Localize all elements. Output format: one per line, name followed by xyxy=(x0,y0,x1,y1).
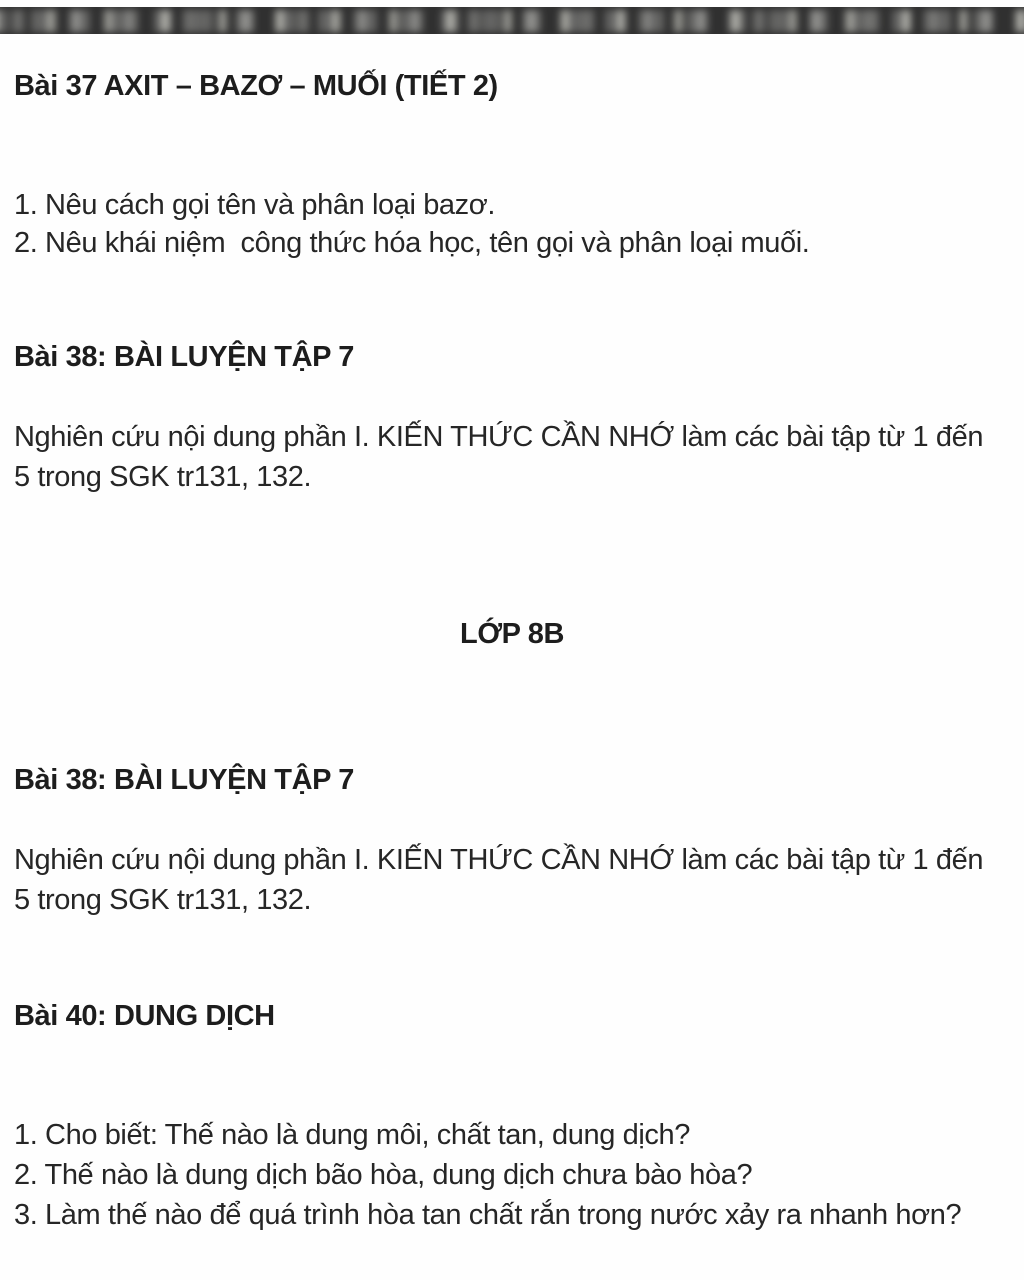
lesson-40-heading: Bài 40: DUNG DỊCH xyxy=(14,1000,275,1032)
lesson-37-task-1: 1. Nêu cách gọi tên và phân loại bazơ. xyxy=(14,189,496,221)
lesson-38-paragraph-line-1-first: Nghiên cứu nội dung phần I. KIẾN THỨC CẦN NHỚ làm các bài tập từ 1 đến xyxy=(14,421,984,453)
blurred-text-smudge xyxy=(0,10,1024,32)
lesson-38-paragraph-line-1-second: Nghiên cứu nội dung phần I. KIẾN THỨC CẦN NHỚ làm các bài tập từ 1 đến xyxy=(14,844,984,876)
lesson-40-question-3: 3. Làm thế nào để quá trình hòa tan chất rắn trong nước xảy ra nhanh hơn? xyxy=(14,1199,962,1231)
lesson-38-paragraph-line-2-first: 5 trong SGK tr131, 132. xyxy=(14,461,312,493)
lesson-37-heading: Bài 37 AXIT – BAZƠ – MUỐI (TIẾT 2) xyxy=(14,70,498,102)
class-label: LỚP 8B xyxy=(460,618,564,650)
lesson-38-heading-second: Bài 38: BÀI LUYỆN TẬP 7 xyxy=(14,764,354,796)
lesson-40-question-2: 2. Thế nào là dung dịch bão hòa, dung dịch chưa bào hòa? xyxy=(14,1159,753,1191)
lesson-38-heading-first: Bài 38: BÀI LUYỆN TẬP 7 xyxy=(14,341,354,373)
top-blurred-strip xyxy=(0,7,1024,34)
lesson-40-question-1: 1. Cho biết: Thế nào là dung môi, chất tan, dung dịch? xyxy=(14,1119,690,1151)
lesson-37-task-2: 2. Nêu khái niệm công thức hóa học, tên gọi và phân loại muối. xyxy=(14,227,810,259)
lesson-38-paragraph-line-2-second: 5 trong SGK tr131, 132. xyxy=(14,884,312,916)
